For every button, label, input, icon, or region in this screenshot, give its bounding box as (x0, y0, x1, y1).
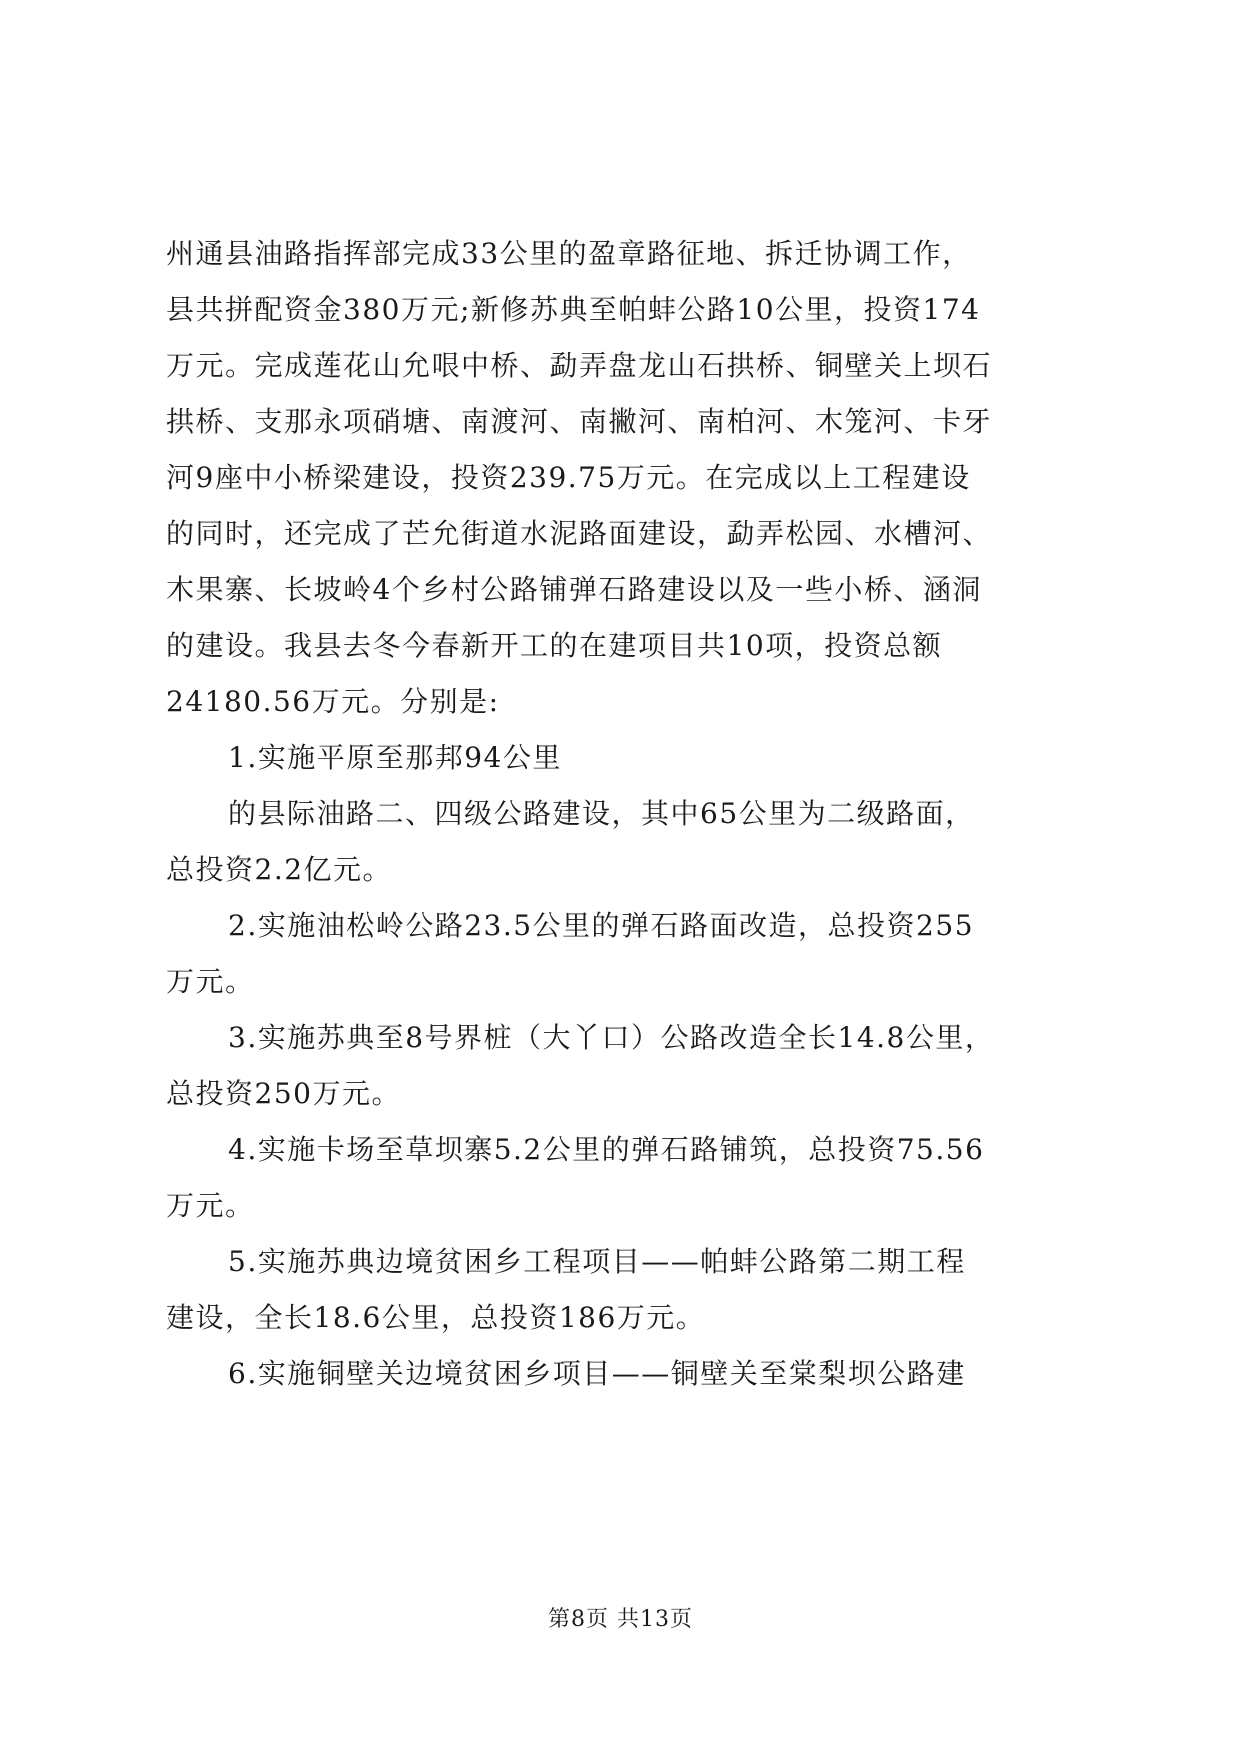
list-item-6: 6.实施铜壁关边境贫困乡项目——铜壁关至棠梨坝公路建 (228, 1357, 966, 1390)
text-line: 拱桥、支那永项硝塘、南渡河、南撇河、南柏河、木笼河、卡牙 (166, 405, 993, 438)
text-line: 万元。完成莲花山允哏中桥、勐弄盘龙山石拱桥、铜壁关上坝石 (166, 349, 993, 382)
text-line: 州通县油路指挥部完成33公里的盈章路征地、拆迁协调工作， (166, 237, 972, 270)
text-line: 万元。 (166, 1189, 255, 1222)
page-number-footer: 第8页 共13页 (548, 1607, 693, 1632)
list-item-5: 5.实施苏典边境贫困乡工程项目——帕蚌公路第二期工程 (228, 1245, 966, 1278)
text-line: 24180.56万元。分别是: (166, 685, 500, 718)
document-body (166, 226, 1086, 1402)
text-line: 建设，全长18.6公里，总投资186万元。 (166, 1301, 706, 1334)
text-line: 总投资250万元。 (166, 1077, 401, 1110)
list-item-2: 2.实施油松岭公路23.5公里的弹石路面改造，总投资255 (228, 909, 975, 942)
text-line: 的同时，还完成了芒允街道水泥路面建设，勐弄松园、水槽河、 (166, 517, 993, 550)
text-line: 的县际油路二、四级公路建设，其中65公里为二级路面， (228, 797, 975, 830)
list-item-3: 3.实施苏典至8号界桩（大丫口）公路改造全长14.8公里， (228, 1021, 995, 1054)
text-line: 河9座中小桥梁建设，投资239.75万元。在完成以上工程建设 (166, 461, 971, 494)
text-line: 的建设。我县去冬今春新开工的在建项目共10项，投资总额 (166, 629, 943, 662)
list-item-1-heading: 1.实施平原至那邦94公里 (228, 741, 562, 774)
text-line: 木果寨、长坡岭4个乡村公路铺弹石路建设以及一些小桥、涵洞 (166, 573, 982, 606)
text-line: 万元。 (166, 965, 255, 998)
list-item-4: 4.实施卡场至草坝寨5.2公里的弹石路铺筑，总投资75.56 (228, 1133, 985, 1166)
text-line: 县共拼配资金380万元;新修苏典至帕蚌公路10公里，投资174 (166, 293, 981, 326)
text-line: 总投资2.2亿元。 (166, 853, 393, 886)
